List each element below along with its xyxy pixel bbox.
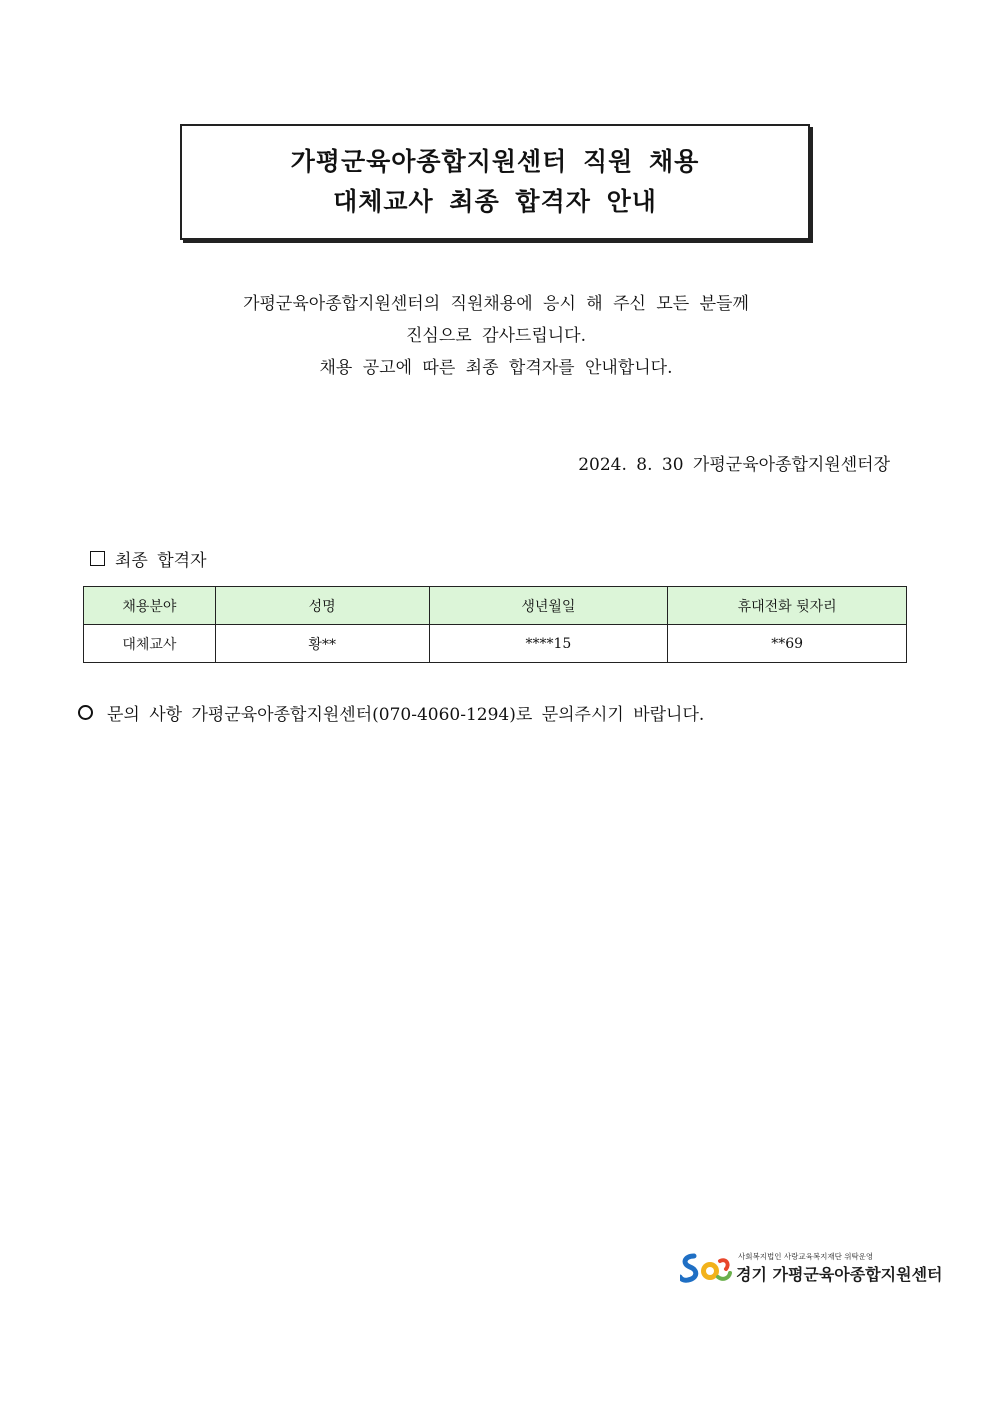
table-cell: ****15	[429, 625, 668, 663]
column-header: 휴대전화 뒷자리	[668, 587, 907, 625]
table-header-row	[84, 587, 907, 625]
inquiry-note-text: 문의 사항 가평군육아종합지원센터(070-4060-1294)로 문의주시기 바랍니다.	[107, 705, 705, 725]
intro-paragraph	[0, 288, 992, 384]
date-signature: 2024. 8. 30 가평군육아종합지원센터장	[578, 455, 890, 475]
table-cell: 대체교사	[84, 625, 216, 663]
center-logo-icon	[680, 1250, 734, 1286]
section-heading-label: 최종 합격자	[115, 551, 207, 571]
intro-line: 가평군육아종합지원센터의 직원채용에 응시 해 주신 모든 분들께	[243, 294, 749, 314]
result-table	[83, 586, 907, 663]
table-cell: **69	[668, 625, 907, 663]
column-header: 생년월일	[429, 587, 668, 625]
column-header: 채용분야	[84, 587, 216, 625]
page-title: 가평군육아종합지원센터 직원 채용	[290, 147, 700, 176]
table-cell: 황**	[215, 625, 429, 663]
section-heading	[90, 546, 207, 571]
logo-name: 경기 가평군육아종합지원센터	[736, 1265, 943, 1284]
page-subtitle: 대체교사 최종 합격자 안내	[333, 187, 657, 216]
inquiry-note	[78, 700, 704, 725]
center-logo	[680, 1250, 943, 1286]
intro-line: 채용 공고에 따른 최종 합격자를 안내합니다.	[319, 358, 673, 378]
logo-subtitle: 사회복지법인 사랑교육복지재단 위탁운영	[738, 1252, 874, 1261]
table-row	[84, 625, 907, 663]
circle-bullet-icon	[78, 705, 93, 720]
column-header: 성명	[215, 587, 429, 625]
checkbox-icon	[90, 551, 105, 566]
intro-line: 진심으로 감사드립니다.	[405, 326, 587, 346]
title-box	[180, 124, 810, 240]
